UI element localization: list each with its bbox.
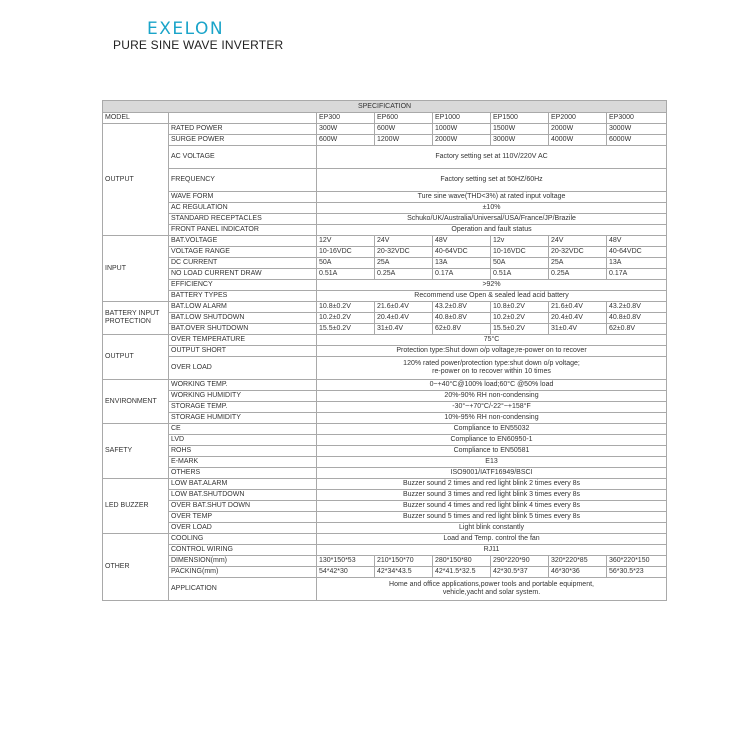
spec-label: NO LOAD CURRENT DRAW [169,269,317,280]
spec-row-ac-regulation [103,203,667,214]
spec-value: 600W [317,135,375,146]
spec-value: 320*220*85 [549,556,607,567]
model-name: EP1500 [491,113,549,124]
spec-row-bat-low-alarm [103,302,667,313]
spec-value-line: Home and office applications,power tools and portable equipment, [389,581,594,588]
spec-value: 42*41.5*32.5 [433,567,491,578]
spec-row-lvd [103,435,667,446]
spec-value: 600W [375,124,433,135]
spec-value-line: 120% rated power/protection type:shut down o/p voltage; [403,360,580,367]
spec-value: 10.8±0.2V [317,302,375,313]
spec-value: 13A [607,258,667,269]
spec-row-ce [103,424,667,435]
model-name: EP2000 [549,113,607,124]
spec-value: 0.17A [433,269,491,280]
spec-value: 12V [317,236,375,247]
spec-value: 1200W [375,135,433,146]
spec-row-others [103,468,667,479]
spec-label: AC REGULATION [169,203,317,214]
spec-label: STORAGE HUMIDITY [169,413,317,424]
spec-row-rated-power [103,124,667,135]
spec-row-surge-power [103,135,667,146]
spec-row-bat-over-shutdown [103,324,667,335]
spec-label: LVD [169,435,317,446]
group-label-battery: BATTERY INPUT PROTECTION [103,302,169,335]
spec-label: FRONT PANEL INDICATOR [169,225,317,236]
spec-value: 50A [491,258,549,269]
spec-value: Compliance to EN55032 [317,424,667,435]
spec-value: 290*220*90 [491,556,549,567]
spec-label: LOW BAT.SHUTDOWN [169,490,317,501]
spec-row-ac-voltage [103,146,667,169]
spec-row-dc-current [103,258,667,269]
spec-value: Operation and fault status [317,225,667,236]
spec-value: Ture sine wave(THD<3%) at rated input voltage [317,192,667,203]
spec-label: BAT.OVER SHUTDOWN [169,324,317,335]
spec-label: RATED POWER [169,124,317,135]
spec-value: Compliance to EN50581 [317,446,667,457]
specification-table [102,100,667,601]
spec-label: PACKING(mm) [169,567,317,578]
spec-value: Light blink constantly [317,523,667,534]
spec-label: APPLICATION [169,578,317,601]
spec-value: 12v [491,236,549,247]
spec-row-led-low-alarm [103,479,667,490]
spec-value: 2000W [433,135,491,146]
spec-row-storage-temp [103,402,667,413]
spec-value: 210*150*70 [375,556,433,567]
spec-label: BAT.LOW SHUTDOWN [169,313,317,324]
spec-value: 10.2±0.2V [491,313,549,324]
spec-row-over-temperature [103,335,667,346]
spec-row-rohs [103,446,667,457]
spec-row-receptacles [103,214,667,225]
spec-value: >92% [317,280,667,291]
spec-value [317,578,667,601]
model-row [103,113,667,124]
spec-row-dimension [103,556,667,567]
spec-label: EFFICIENCY [169,280,317,291]
group-label-other: OTHER [103,534,169,601]
spec-value: 300W [317,124,375,135]
spec-value: 10.8±0.2V [491,302,549,313]
spec-label: WORKING TEMP. [169,380,317,391]
spec-row-front-panel [103,225,667,236]
group-label-led: LED BUZZER [103,479,169,534]
spec-value: 42*34*43.5 [375,567,433,578]
spec-value-line: re-power on to recover within 10 times [432,368,551,375]
spec-value: 10-16VDC [491,247,549,258]
spec-label: OTHERS [169,468,317,479]
spec-value: ±10% [317,203,667,214]
brand-logo: EXELON [147,19,225,39]
spec-value: 24V [375,236,433,247]
spec-value: 40-64VDC [607,247,667,258]
model-name: EP3000 [607,113,667,124]
spec-value: 13A [433,258,491,269]
spec-value: 6000W [607,135,667,146]
spec-label: DC CURRENT [169,258,317,269]
spec-value: 3000W [491,135,549,146]
spec-label: BATTERY TYPES [169,291,317,302]
spec-value: Compliance to EN60950-1 [317,435,667,446]
spec-value: 15.5±0.2V [317,324,375,335]
page-subtitle: PURE SINE WAVE INVERTER [113,38,284,52]
spec-value [317,357,667,380]
spec-value: 43.2±0.8V [433,302,491,313]
spec-row-storage-humidity [103,413,667,424]
spec-label: BAT.LOW ALARM [169,302,317,313]
spec-value: 20-32VDC [549,247,607,258]
spec-label: FREQUENCY [169,169,317,192]
spec-value: 75°C [317,335,667,346]
spec-value: 10-16VDC [317,247,375,258]
spec-label: OVER TEMPERATURE [169,335,317,346]
spec-label: STANDARD RECEPTACLES [169,214,317,225]
spec-value: 1500W [491,124,549,135]
spec-row-cooling [103,534,667,545]
spec-label: WORKING HUMIDITY [169,391,317,402]
spec-label: VOLTAGE RANGE [169,247,317,258]
spec-row-over-load [103,357,667,380]
spec-row-emark [103,457,667,468]
spec-row-efficiency [103,280,667,291]
spec-label: DIMENSION(mm) [169,556,317,567]
spec-value: 24V [549,236,607,247]
spec-value: 10%-95% RH non-condensing [317,413,667,424]
spec-row-no-load [103,269,667,280]
spec-value: 20.4±0.4V [549,313,607,324]
spec-value: Factory setting set at 110V/220V AC [317,146,667,169]
spec-value: 62±0.8V [607,324,667,335]
spec-label: OVER BAT.SHUT DOWN [169,501,317,512]
spec-value: 2000W [549,124,607,135]
spec-value: 21.6±0.4V [375,302,433,313]
spec-value: 43.2±0.8V [607,302,667,313]
spec-label: E-MARK [169,457,317,468]
spec-row-bat-low-shutdown [103,313,667,324]
spec-value: 10.2±0.2V [317,313,375,324]
spec-label: OUTPUT SHORT [169,346,317,357]
spec-value: Buzzer sound 3 times and red light blink 3 times every 8s [317,490,667,501]
spec-row-working-humidity [103,391,667,402]
spec-label: AC VOLTAGE [169,146,317,169]
spec-row-application [103,578,667,601]
spec-value: 25A [549,258,607,269]
group-label-output2: OUTPUT [103,335,169,380]
spec-value: 1000W [433,124,491,135]
group-label-safety: SAFETY [103,424,169,479]
spec-value: 0.51A [491,269,549,280]
model-name: EP300 [317,113,375,124]
spec-row-control-wiring [103,545,667,556]
spec-row-battery-types [103,291,667,302]
spec-row-output-short [103,346,667,357]
spec-value: 46*30*36 [549,567,607,578]
spec-value: 4000W [549,135,607,146]
spec-value: 130*150*53 [317,556,375,567]
spec-value: 20%-90% RH non-condensing [317,391,667,402]
spec-value-line: vehicle,yacht and solar system. [442,589,541,596]
spec-value: 3000W [607,124,667,135]
spec-value: Recommend use Open & sealed lead acid battery [317,291,667,302]
spec-value: Buzzer sound 5 times and red light blink 5 times every 8s [317,512,667,523]
spec-label: OVER LOAD [169,357,317,380]
spec-value: 62±0.8V [433,324,491,335]
spec-row-packing [103,567,667,578]
spec-value: 48V [433,236,491,247]
model-label: MODEL [103,113,169,124]
spec-label: LOW BAT.ALARM [169,479,317,490]
spec-label: OVER LOAD [169,523,317,534]
spec-value: Buzzer sound 2 times and red light blink 2 times every 8s [317,479,667,490]
spec-value: Schuko/UK/Australia/Universal/USA/France/JP/Brazile [317,214,667,225]
spec-value: 54*42*30 [317,567,375,578]
spec-value: 31±0.4V [375,324,433,335]
spec-value: 0.51A [317,269,375,280]
spec-value: -30°~+70°C/-22°~+158°F [317,402,667,413]
spec-label: STORAGE TEMP. [169,402,317,413]
spec-row-bat-voltage [103,236,667,247]
spec-value: 0~+40°C@100% load;60°C @50% load [317,380,667,391]
model-spacer [169,113,317,124]
spec-value: 280*150*80 [433,556,491,567]
spec-row-working-temp [103,380,667,391]
spec-value: 25A [375,258,433,269]
spec-label: CONTROL WIRING [169,545,317,556]
spec-value: 20.4±0.4V [375,313,433,324]
spec-value: RJ11 [317,545,667,556]
spec-value: 40.8±0.8V [433,313,491,324]
spec-row-led-over-load [103,523,667,534]
spec-label: OVER TEMP [169,512,317,523]
spec-row-wave-form [103,192,667,203]
model-name: EP1000 [433,113,491,124]
spec-row-led-over-shutdown [103,501,667,512]
spec-label: BAT.VOLTAGE [169,236,317,247]
spec-value: 21.6±0.4V [549,302,607,313]
spec-value: E13 [317,457,667,468]
spec-value: 40-64VDC [433,247,491,258]
spec-value: 0.25A [549,269,607,280]
spec-label: ROHS [169,446,317,457]
group-label-environment: ENVIRONMENT [103,380,169,424]
spec-value: 15.5±0.2V [491,324,549,335]
spec-row-led-over-temp [103,512,667,523]
spec-title: SPECIFICATION [103,101,667,113]
spec-value: 360*220*150 [607,556,667,567]
spec-row-voltage-range [103,247,667,258]
spec-row-led-low-shutdown [103,490,667,501]
spec-value: 20-32VDC [375,247,433,258]
model-name: EP600 [375,113,433,124]
spec-label: COOLING [169,534,317,545]
spec-value: Factory setting set at 50HZ/60Hz [317,169,667,192]
spec-value: Protection type:Shut down o/p voltage;re-power on to recover [317,346,667,357]
spec-value: 48V [607,236,667,247]
spec-label: SURGE POWER [169,135,317,146]
spec-value: Buzzer sound 4 times and red light blink 4 times every 8s [317,501,667,512]
spec-value: 42*30.5*37 [491,567,549,578]
spec-label: WAVE FORM [169,192,317,203]
spec-value: 0.17A [607,269,667,280]
spec-value: 31±0.4V [549,324,607,335]
spec-label: CE [169,424,317,435]
spec-value: 40.8±0.8V [607,313,667,324]
spec-value: Load and Temp. control the fan [317,534,667,545]
group-label-input: INPUT [103,236,169,302]
spec-value: 50A [317,258,375,269]
spec-value: 0.25A [375,269,433,280]
spec-row-frequency [103,169,667,192]
group-label-output1: OUTPUT [103,124,169,236]
spec-title-row [103,101,667,113]
spec-value: ISO9001/IATF16949/BSCI [317,468,667,479]
spec-value: 56*30.5*23 [607,567,667,578]
